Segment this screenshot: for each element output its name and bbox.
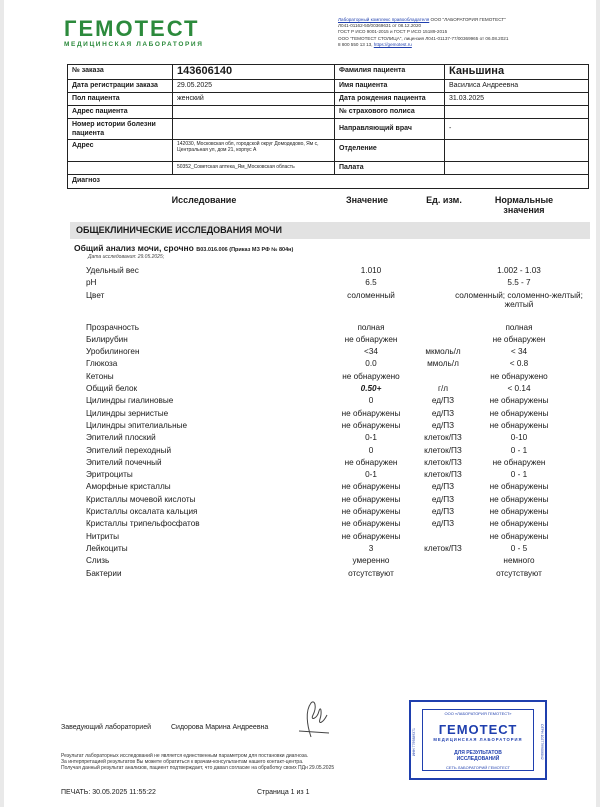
stamp-mid bbox=[423, 750, 533, 762]
stamp-logo: ГЕМОТЕСТ bbox=[438, 722, 518, 737]
result-unit: ед/ПЗ bbox=[431, 408, 455, 418]
stamp-mid-line: ИССЛЕДОВАНИЙ bbox=[456, 756, 500, 762]
patient-address-label: Адрес пациента bbox=[68, 106, 173, 118]
result-unit: клеток/ПЗ bbox=[424, 457, 462, 467]
address-value: 142030, Московская обл, городской округ Домодедово, Ям с, Центральная ул, дом 21, корпус А bbox=[173, 140, 335, 161]
result-value: не обнаружен bbox=[344, 457, 398, 467]
result-value: 0-1 bbox=[365, 470, 377, 480]
result-row bbox=[4, 359, 596, 371]
result-value: 0-1 bbox=[365, 433, 377, 443]
result-reference: соломенный; соломенно-желтый; желтый bbox=[455, 290, 583, 309]
lab-line3: ГОСТ Р ИСО 9001-2015 и ГОСТ Р ИСО 15189-2015 bbox=[338, 29, 448, 35]
doctor-value: - bbox=[449, 125, 452, 132]
result-name: Бактерии bbox=[86, 568, 122, 578]
result-unit: ед/ПЗ bbox=[431, 420, 455, 430]
section-title: ОБЩЕКЛИНИЧЕСКИЕ ИССЛЕДОВАНИЯ МОЧИ bbox=[70, 222, 590, 239]
surname-label: Фамилия пациента bbox=[335, 65, 445, 79]
result-value: 1.010 bbox=[360, 266, 382, 275]
head-label: Заведующий лабораторией bbox=[61, 724, 151, 731]
stamp-inner bbox=[422, 709, 534, 771]
result-value: <34 bbox=[364, 347, 378, 357]
result-name: Слизь bbox=[86, 556, 110, 566]
result-row bbox=[4, 323, 596, 335]
history-value bbox=[173, 119, 335, 139]
result-name: Эпителий плоский bbox=[86, 433, 156, 443]
lab-link[interactable]: Лабораторный комплекс правообладателя bbox=[338, 17, 430, 22]
office-value: 50352_Советская аптека_Ям_Московская область bbox=[173, 162, 335, 174]
result-row bbox=[4, 446, 596, 458]
result-name: Эритроциты bbox=[86, 470, 133, 480]
result-value: умеренно bbox=[352, 556, 390, 566]
result-value: 3 bbox=[368, 543, 374, 553]
result-name: pH bbox=[86, 278, 97, 288]
print-timestamp: ПЕЧАТЬ: 30.05.2025 11:55:22 bbox=[61, 789, 156, 796]
order-number: 143606140 bbox=[173, 65, 335, 79]
result-name: Цилиндры эпителиальные bbox=[86, 420, 188, 430]
birth-value: 31.03.2025 bbox=[449, 95, 485, 102]
order-label: № заказа bbox=[68, 65, 173, 79]
sex-value: женский bbox=[173, 93, 335, 105]
result-unit: ед/ПЗ bbox=[431, 494, 455, 504]
result-row bbox=[4, 384, 596, 396]
result-reference: не обнаружен bbox=[492, 457, 546, 467]
logo-main-text: ГЕМОТЕСТ bbox=[64, 16, 200, 41]
result-value: не обнаружен bbox=[344, 334, 398, 344]
result-row bbox=[4, 278, 596, 290]
result-value: 0.0 bbox=[365, 359, 377, 369]
lab-line1-rest: ООО "ЛАБОРАТОРИЯ ГЕМОТЕСТ" bbox=[429, 17, 506, 22]
patient-address-value bbox=[173, 106, 335, 118]
lab-line2: Л041-01162-50/00369631 от 08.12.2020 bbox=[338, 23, 422, 29]
disclaimer-line: Получая данный результат анализов, пациент подтверждает, что давал согласие на обработку своих ПДн 29.05.2025 bbox=[61, 765, 335, 772]
patient-row bbox=[68, 175, 588, 188]
result-value: не обнаружены bbox=[341, 507, 401, 517]
diagnosis-value bbox=[173, 175, 588, 188]
result-row bbox=[4, 433, 596, 445]
doctor-label: Направляющий врач bbox=[335, 119, 445, 139]
result-row bbox=[4, 507, 596, 519]
result-value: 0 bbox=[368, 396, 374, 406]
result-name: Цвет bbox=[86, 290, 105, 300]
result-value: 6.5 bbox=[365, 278, 377, 288]
patient-row bbox=[68, 162, 588, 175]
patient-row bbox=[68, 106, 588, 119]
result-reference: отсутствуют bbox=[496, 568, 542, 578]
sex-label: Пол пациента bbox=[68, 93, 173, 105]
test-name: Общий анализ мочи, срочно bbox=[74, 243, 194, 253]
signature-row bbox=[61, 724, 269, 731]
result-reference: < 0.14 bbox=[507, 384, 531, 394]
result-name: Лейкоциты bbox=[86, 543, 128, 553]
result-reference: 0 - 5 bbox=[510, 543, 528, 553]
stamp-inn: ИНН 7799889371 bbox=[412, 728, 416, 757]
result-row bbox=[4, 266, 596, 278]
stamp-top-text: ООО «ЛАБОРАТОРИЯ ГЕМОТЕСТ» bbox=[444, 711, 512, 716]
col-header-unit: Ед. изм. bbox=[426, 195, 462, 205]
result-value: не обнаружены bbox=[341, 519, 401, 529]
test-date: Дата исследования: 29.05.2025; bbox=[88, 254, 165, 260]
result-row bbox=[4, 409, 596, 421]
col-header-study: Исследование bbox=[171, 195, 237, 205]
diagnosis-label: Диагноз bbox=[72, 177, 100, 184]
birth-label: Дата рождения пациента bbox=[335, 93, 445, 105]
result-unit: клеток/ПЗ bbox=[424, 433, 462, 443]
result-value: не обнаружены bbox=[341, 531, 401, 541]
result-unit: клеток/ПЗ bbox=[424, 445, 462, 455]
result-unit: мкмоль/л bbox=[425, 347, 461, 357]
result-name: Кетоны bbox=[86, 371, 114, 381]
result-row bbox=[4, 347, 596, 359]
result-row bbox=[4, 372, 596, 384]
col-header-value: Значение bbox=[345, 195, 389, 205]
patient-info-table bbox=[67, 64, 589, 189]
result-name: Нитриты bbox=[86, 531, 119, 541]
result-row bbox=[4, 335, 596, 347]
result-row bbox=[4, 556, 596, 568]
lab-line4: ООО "ГЕМОТЕСТ СТОЛИЦА", лицензия Л041-01137-77/00369965 от 06.08.2021 bbox=[338, 35, 509, 41]
result-row bbox=[4, 421, 596, 433]
result-reference: не обнаружены bbox=[489, 420, 549, 430]
result-unit: ед/ПЗ bbox=[431, 519, 455, 529]
result-row bbox=[4, 396, 596, 408]
stamp-bottom-text: СЕТЬ ЛАБОРАТОРИЙ ГЕМОТЕСТ bbox=[446, 765, 510, 770]
result-name: Уробилиноген bbox=[86, 347, 140, 357]
result-reference: не обнаружены bbox=[489, 396, 549, 406]
result-reference: не обнаружены bbox=[489, 494, 549, 504]
ward-label: Палата bbox=[335, 162, 445, 174]
result-reference: не обнаружены bbox=[489, 408, 549, 418]
result-row bbox=[4, 290, 596, 309]
result-reference: не обнаружено bbox=[490, 371, 548, 381]
result-reference: < 34 bbox=[510, 347, 528, 357]
result-name: Цилиндры гиалиновые bbox=[86, 396, 174, 406]
result-reference: 0-10 bbox=[510, 433, 528, 443]
patient-row bbox=[68, 119, 588, 140]
result-unit: ммоль/л bbox=[427, 359, 459, 369]
result-unit: клеток/ПЗ bbox=[424, 470, 462, 480]
result-value: полная bbox=[357, 322, 385, 332]
result-value: не обнаружены bbox=[341, 408, 401, 418]
result-reference: 0 - 1 bbox=[510, 470, 528, 480]
stamp-mid-line: ДЛЯ РЕЗУЛЬТАТОВ bbox=[454, 750, 502, 756]
col-header-normal: Нормальные значения bbox=[494, 195, 554, 215]
result-row bbox=[4, 458, 596, 470]
result-name: Кристаллы мочевой кислоты bbox=[86, 494, 196, 504]
result-reference: 0 - 1 bbox=[510, 445, 528, 455]
lab-website-link[interactable]: https://gemotest.ru bbox=[373, 41, 412, 47]
head-name: Сидорова Марина Андреевна bbox=[171, 724, 269, 731]
result-reference: не обнаружены bbox=[489, 519, 549, 529]
patient-row bbox=[68, 140, 588, 162]
lab-phone: 8 800 550 13 13, bbox=[338, 41, 374, 47]
disclaimer-line: За интерпретацией результатов Вы можете обратиться к врачам-консультантам нашего контакт-центра. bbox=[61, 759, 304, 766]
result-name: Цилиндры зернистые bbox=[86, 408, 169, 418]
result-reference: полная bbox=[505, 322, 533, 332]
result-row bbox=[4, 482, 596, 494]
result-row bbox=[4, 544, 596, 556]
result-reference: немного bbox=[503, 556, 535, 566]
result-name: Удельный вес bbox=[86, 266, 139, 275]
patient-row bbox=[68, 93, 588, 106]
result-reference: 5.5 - 7 bbox=[507, 278, 531, 288]
result-name: Кристаллы трипельфосфатов bbox=[86, 519, 200, 529]
stamp-sub: МЕДИЦИНСКАЯ ЛАБОРАТОРИЯ bbox=[433, 737, 523, 742]
name-value: Василиса Андреевна bbox=[449, 82, 519, 89]
history-label: Номер истории болезни пациента bbox=[68, 119, 173, 139]
result-reference: не обнаружены bbox=[489, 531, 549, 541]
result-reference: не обнаружены bbox=[489, 507, 549, 517]
result-value: отсутствуют bbox=[348, 568, 394, 578]
result-reference: 1.002 - 1.03 bbox=[497, 266, 541, 275]
result-name: Кристаллы оксалата кальция bbox=[86, 507, 198, 517]
stamp-ogrn: ОГРН 1027799006842 bbox=[540, 724, 544, 760]
result-reference: не обнаружены bbox=[489, 482, 549, 492]
disclaimer bbox=[61, 753, 401, 772]
patient-row bbox=[68, 65, 588, 80]
regdate-value: 29.05.2025 bbox=[173, 80, 335, 92]
logo-sub-text: МЕДИЦИНСКАЯ ЛАБОРАТОРИЯ bbox=[64, 41, 204, 48]
result-row bbox=[4, 519, 596, 531]
test-title bbox=[74, 243, 293, 253]
result-name: Билирубин bbox=[86, 334, 128, 344]
page-number: Страница 1 из 1 bbox=[257, 789, 310, 796]
result-row bbox=[4, 470, 596, 482]
gemotest-logo bbox=[64, 18, 203, 48]
regdate-label: Дата регистрации заказа bbox=[68, 80, 173, 92]
result-name: Глюкоза bbox=[86, 359, 118, 369]
result-value: не обнаружены bbox=[341, 420, 401, 430]
patient-row bbox=[68, 80, 588, 93]
report-page bbox=[4, 0, 596, 807]
result-unit: клеток/ПЗ bbox=[424, 543, 462, 553]
office-label bbox=[68, 162, 173, 174]
result-reference: не обнаружен bbox=[492, 334, 546, 344]
result-reference: < 0.8 bbox=[509, 359, 529, 369]
surname-value: Каньшина bbox=[449, 65, 505, 77]
department-label: Отделение bbox=[335, 140, 445, 161]
result-unit: ед/ПЗ bbox=[431, 482, 455, 492]
address-label: Адрес bbox=[68, 140, 173, 161]
name-label: Имя пациента bbox=[335, 80, 445, 92]
result-value: не обнаружены bbox=[341, 482, 401, 492]
result-name: Прозрачность bbox=[86, 322, 140, 332]
result-name: Эпителий почечный bbox=[86, 457, 162, 467]
ward-value bbox=[445, 162, 588, 174]
result-unit: г/л bbox=[437, 384, 449, 394]
result-value: соломенный bbox=[347, 290, 395, 300]
lab-info bbox=[338, 17, 588, 48]
disclaimer-line: Результат лабораторных исследований не является единственным параметром для постановки диагноза. bbox=[61, 753, 309, 759]
test-code: В03.016.006 (Приказ МЗ РФ № 804н) bbox=[196, 247, 294, 253]
result-unit: ед/ПЗ bbox=[431, 507, 455, 517]
result-row bbox=[4, 569, 596, 581]
result-value: 0 bbox=[368, 445, 374, 455]
result-row bbox=[4, 532, 596, 544]
result-value: не обнаружены bbox=[341, 494, 401, 504]
lab-stamp bbox=[409, 700, 547, 780]
result-name: Эпителий переходный bbox=[86, 445, 172, 455]
result-value: не обнаружено bbox=[342, 371, 400, 381]
handwritten-signature bbox=[289, 697, 339, 747]
insurance-value bbox=[445, 106, 588, 118]
result-value: 0.50+ bbox=[360, 384, 382, 394]
result-name: Аморфные кристаллы bbox=[86, 482, 171, 492]
result-name: Общий белок bbox=[86, 384, 138, 394]
insurance-label: № страхового полиса bbox=[335, 106, 445, 118]
result-row bbox=[4, 495, 596, 507]
result-unit: ед/ПЗ bbox=[431, 396, 455, 406]
department-value bbox=[445, 140, 588, 161]
